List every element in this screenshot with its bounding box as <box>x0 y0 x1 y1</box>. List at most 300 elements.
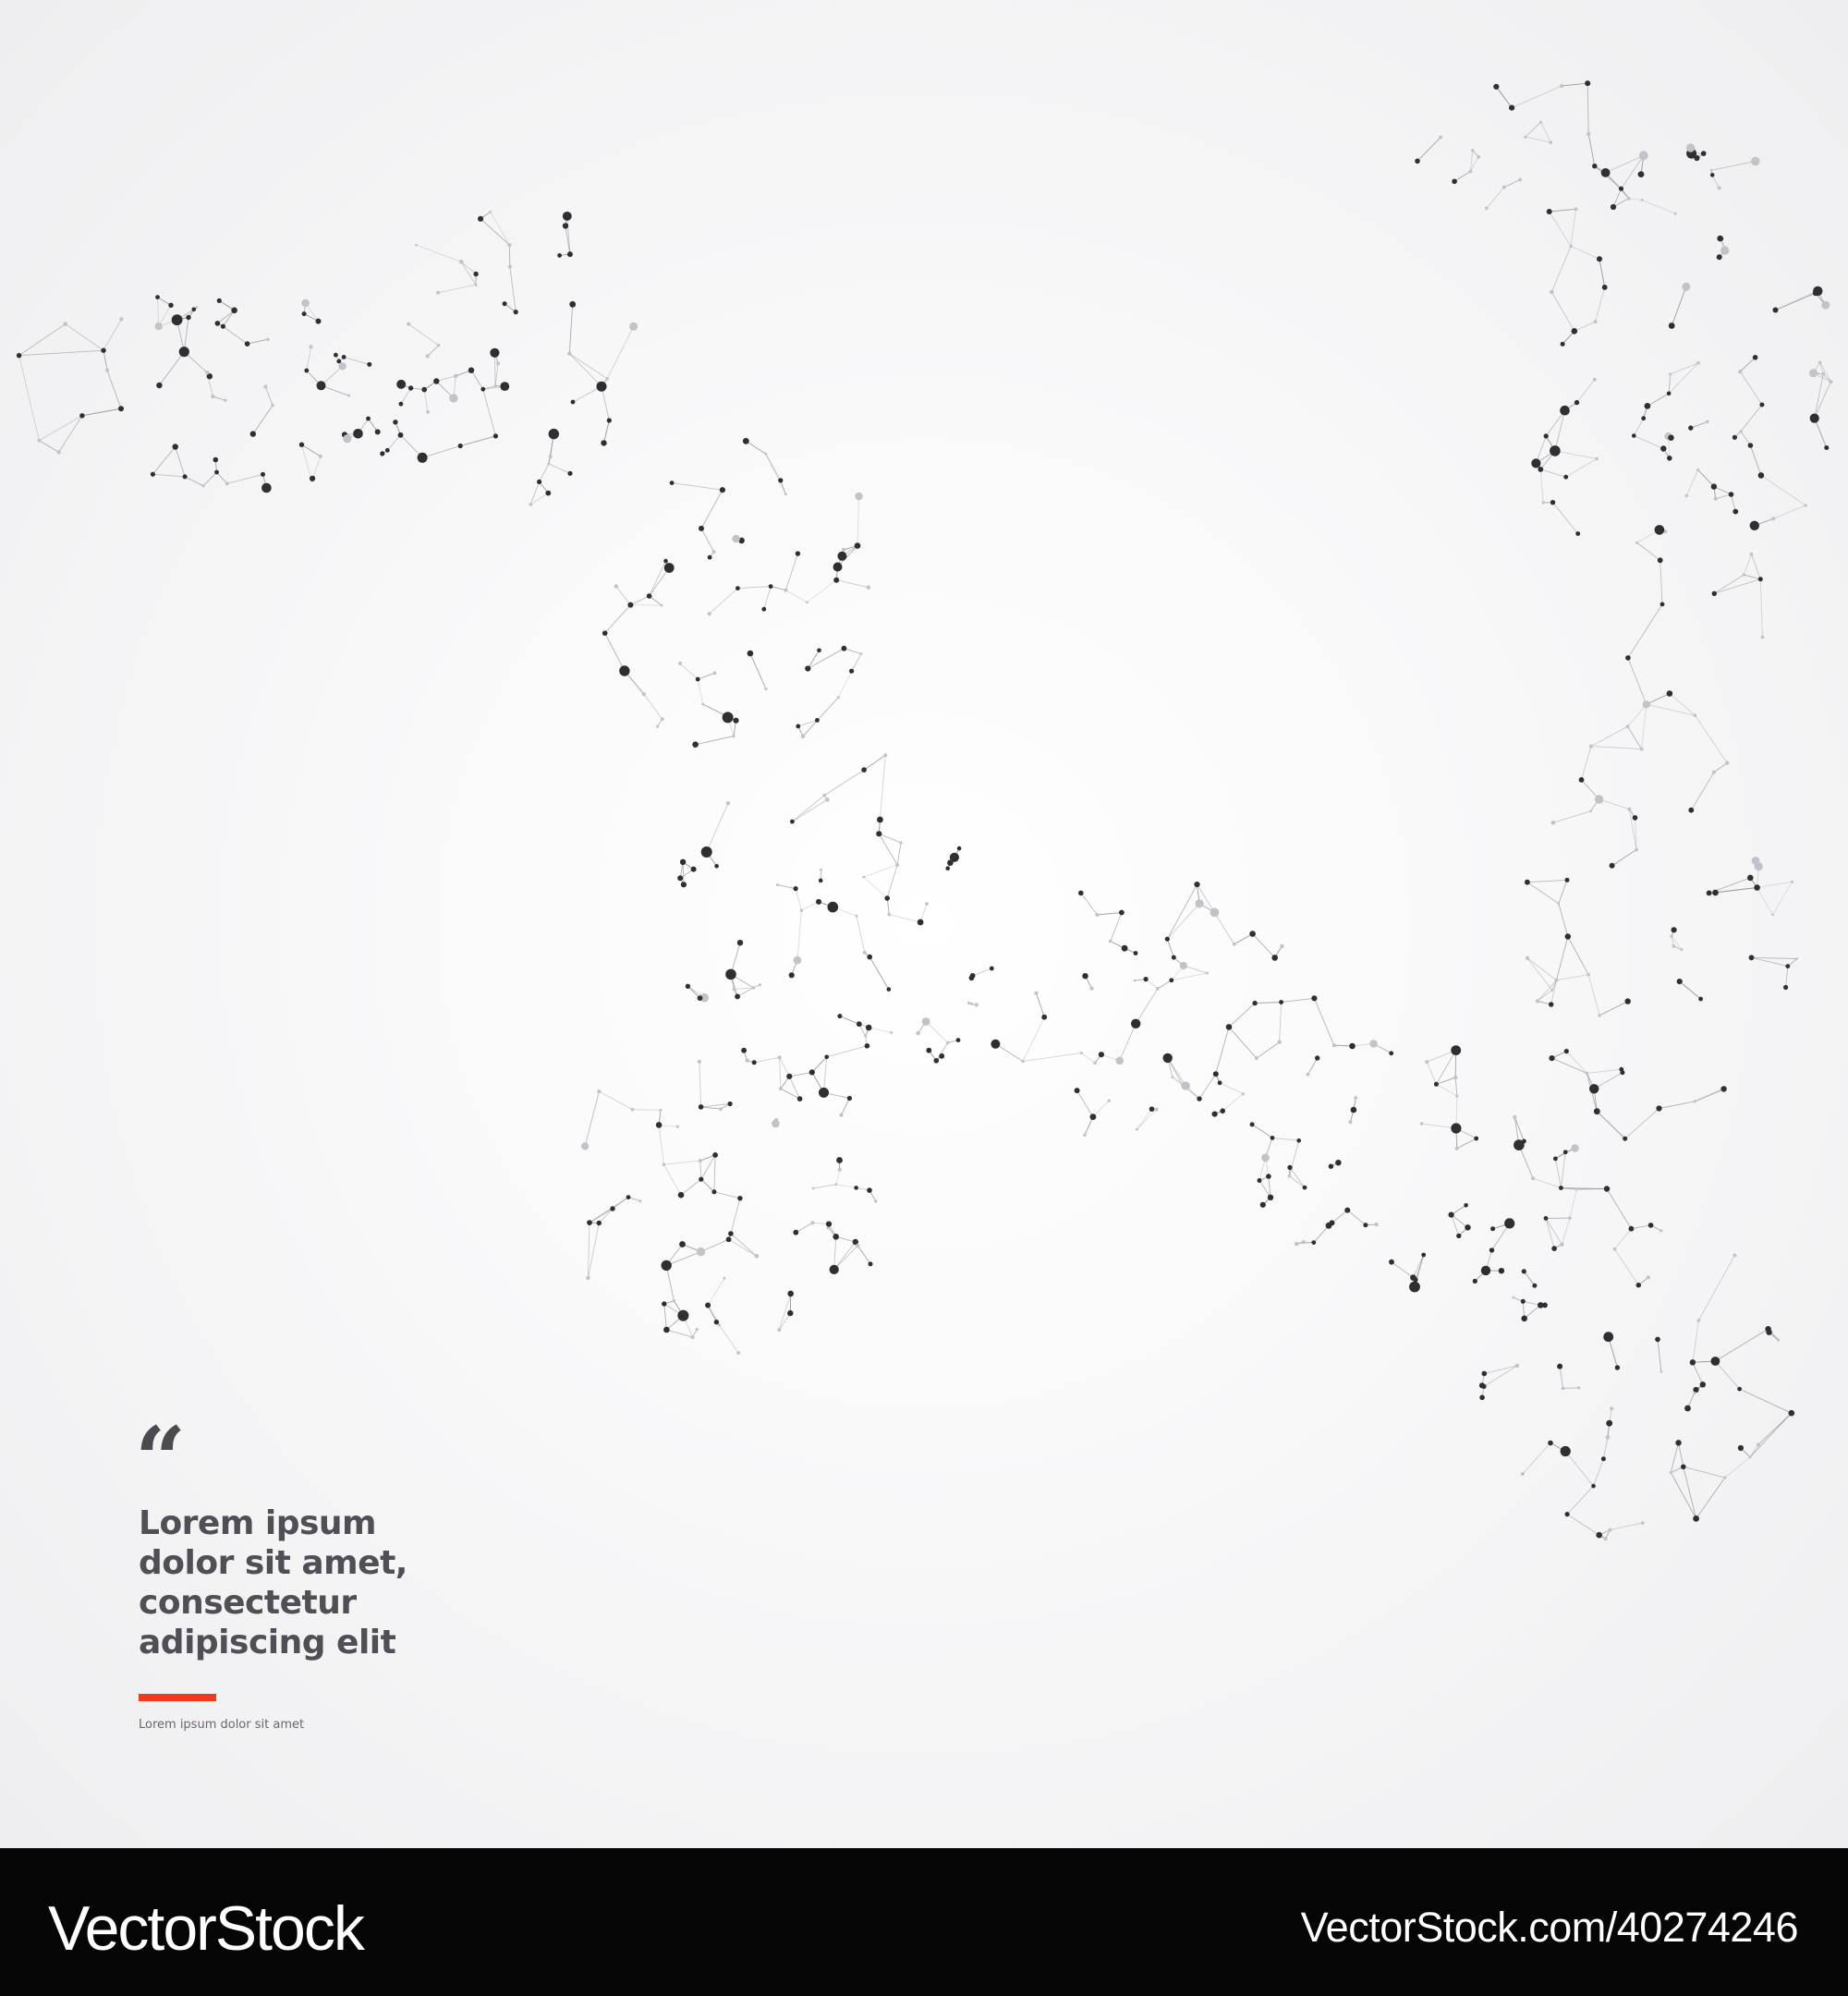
network-node <box>732 735 735 737</box>
network-line <box>897 843 901 865</box>
network-line <box>1555 1159 1561 1188</box>
network-line <box>1786 967 1788 988</box>
network-line <box>698 679 703 704</box>
network-node <box>856 1244 860 1248</box>
network-node <box>1789 1410 1795 1417</box>
network-node <box>647 593 652 599</box>
network-nodes <box>17 80 1833 1540</box>
network-node <box>529 503 532 506</box>
network-line <box>1634 436 1663 449</box>
network-node <box>508 265 512 269</box>
network-node <box>1597 256 1602 262</box>
network-line <box>1750 445 1761 475</box>
network-line <box>1416 1255 1424 1280</box>
network-line <box>666 1265 674 1300</box>
network-line <box>1561 1152 1565 1188</box>
network-node <box>1655 525 1665 535</box>
network-node <box>1525 880 1530 885</box>
network-node <box>733 718 738 724</box>
network-node <box>317 381 326 390</box>
network-node <box>433 378 439 383</box>
network-line <box>1504 180 1520 188</box>
network-lines <box>19 83 1831 1539</box>
network-node <box>214 470 219 475</box>
network-node <box>1131 1019 1140 1028</box>
network-node <box>1549 1002 1553 1006</box>
network-node <box>1720 246 1729 254</box>
network-line <box>227 474 263 483</box>
network-node <box>1656 1105 1661 1111</box>
network-node <box>748 651 754 657</box>
network-line <box>1637 542 1660 560</box>
network-node <box>1587 132 1590 136</box>
network-node <box>1750 553 1754 556</box>
network-node <box>627 602 633 608</box>
network-node <box>1623 1137 1627 1141</box>
network-node <box>855 493 862 500</box>
network-node <box>1712 591 1717 596</box>
network-node <box>319 455 322 458</box>
network-node <box>1455 1094 1458 1097</box>
network-line <box>1550 209 1576 212</box>
network-node <box>1489 1248 1494 1252</box>
network-node <box>629 323 638 331</box>
network-node <box>1557 1364 1562 1369</box>
network-line <box>824 770 864 796</box>
network-line <box>1587 83 1588 134</box>
network-node <box>1738 370 1742 373</box>
network-node <box>1565 933 1571 939</box>
network-line <box>248 339 268 344</box>
network-node <box>1409 1282 1420 1293</box>
network-line <box>1272 1138 1299 1140</box>
network-node <box>1233 943 1236 946</box>
network-node <box>1562 1387 1565 1391</box>
network-node <box>1667 690 1673 697</box>
network-node <box>1302 1240 1306 1244</box>
network-node <box>151 472 155 477</box>
network-node <box>399 402 404 407</box>
network-line <box>1613 189 1622 207</box>
network-node <box>1615 1365 1620 1369</box>
network-node <box>507 243 511 247</box>
network-node <box>833 578 839 583</box>
network-node <box>764 688 767 690</box>
network-line <box>808 649 844 669</box>
network-node <box>1824 445 1829 450</box>
network-node <box>678 1192 685 1199</box>
network-node <box>1693 1515 1699 1522</box>
network-line <box>607 326 633 378</box>
network-node <box>610 1206 614 1211</box>
network-line <box>1229 1004 1255 1028</box>
network-node <box>890 1031 893 1034</box>
network-line <box>842 1099 850 1115</box>
network-node <box>1645 403 1651 409</box>
network-node <box>1524 136 1526 139</box>
network-node <box>733 988 736 992</box>
network-line <box>344 357 370 364</box>
network-node <box>1279 1000 1283 1004</box>
network-node <box>380 451 384 456</box>
network-line <box>39 441 58 453</box>
network-node <box>1499 1268 1504 1273</box>
network-line <box>203 472 216 486</box>
network-node <box>168 303 173 308</box>
network-node <box>1311 995 1317 1001</box>
network-line <box>1538 991 1552 1002</box>
network-node <box>1706 420 1709 424</box>
network-line <box>1314 998 1333 1045</box>
network-node <box>705 1303 711 1308</box>
network-node <box>1647 1275 1650 1279</box>
network-node <box>353 429 363 439</box>
network-node <box>677 875 683 881</box>
network-node <box>1206 972 1209 975</box>
network-line <box>599 1091 632 1110</box>
network-node <box>1180 962 1187 969</box>
network-node <box>867 586 870 590</box>
network-line <box>1712 175 1719 188</box>
network-node <box>225 481 229 485</box>
network-line <box>1815 374 1824 419</box>
network-node <box>1538 467 1543 472</box>
network-line <box>1752 957 1788 966</box>
network-node <box>991 1040 1000 1049</box>
network-node <box>1690 1359 1696 1365</box>
network-node <box>1220 1108 1225 1114</box>
network-node <box>1172 955 1176 960</box>
network-node <box>1604 1186 1610 1191</box>
network-node <box>1667 456 1672 461</box>
network-node <box>1082 973 1088 979</box>
network-line <box>1714 763 1727 773</box>
network-node <box>1710 173 1715 177</box>
network-node <box>776 883 779 886</box>
network-node <box>514 310 518 314</box>
network-node <box>699 1177 703 1182</box>
network-node <box>549 455 553 458</box>
network-line <box>1628 726 1642 748</box>
network-line <box>1167 939 1173 957</box>
network-line <box>1457 1138 1477 1149</box>
network-node <box>1640 748 1644 751</box>
network-node <box>746 1059 749 1063</box>
network-node <box>1732 509 1738 515</box>
network-line <box>1761 475 1805 505</box>
network-node <box>1449 1212 1454 1218</box>
network-node <box>1717 236 1723 242</box>
network-node <box>1315 1055 1319 1060</box>
network-line <box>1454 172 1470 182</box>
network-node <box>967 1002 970 1004</box>
network-node <box>1210 908 1220 918</box>
network-node <box>884 895 890 901</box>
network-node <box>1771 914 1774 917</box>
network-line <box>1711 162 1756 171</box>
network-node <box>1606 1435 1611 1440</box>
network-node <box>836 1157 843 1163</box>
network-node <box>1351 1107 1357 1114</box>
network-node <box>1572 328 1578 335</box>
network-node <box>1757 1443 1760 1447</box>
network-node <box>801 735 806 739</box>
network-node <box>957 846 962 851</box>
network-node <box>263 385 267 389</box>
network-line <box>107 371 121 409</box>
network-node <box>473 272 478 276</box>
network-line <box>1527 882 1559 904</box>
network-line <box>1671 1473 1696 1519</box>
network-node <box>1627 808 1631 811</box>
network-node <box>1696 469 1699 471</box>
network-line <box>605 633 625 671</box>
network-node <box>1749 955 1755 960</box>
accent-bar <box>139 1694 216 1701</box>
network-node <box>1751 157 1760 166</box>
network-node <box>714 864 719 869</box>
network-node <box>571 400 576 405</box>
network-line <box>1557 937 1568 980</box>
network-line <box>698 673 714 679</box>
network-node <box>1732 1254 1736 1258</box>
network-node <box>809 1069 815 1075</box>
network-line <box>1158 980 1172 989</box>
network-node <box>723 712 734 723</box>
network-line <box>1599 799 1630 809</box>
network-node <box>489 211 492 213</box>
network-line <box>701 1179 714 1192</box>
network-node <box>1171 1076 1173 1078</box>
network-node <box>385 448 390 453</box>
network-line <box>1512 86 1562 108</box>
network-node <box>736 1351 740 1355</box>
network-node <box>1575 1188 1578 1191</box>
network-line <box>1591 747 1642 749</box>
network-line <box>780 1057 790 1077</box>
network-node <box>1754 884 1760 891</box>
network-node <box>946 1041 950 1045</box>
network-node <box>679 1241 686 1248</box>
network-node <box>659 1109 662 1112</box>
network-node <box>1485 207 1489 211</box>
network-node <box>537 480 541 484</box>
network-node <box>990 967 994 971</box>
network-node <box>1594 320 1598 323</box>
network-line <box>659 1125 663 1164</box>
network-line <box>1629 199 1642 201</box>
network-node <box>1701 151 1707 156</box>
network-line <box>838 671 851 698</box>
network-line <box>1773 882 1793 915</box>
network-line <box>460 436 495 446</box>
network-node <box>245 341 250 347</box>
network-node <box>735 994 740 1000</box>
network-node <box>173 444 178 449</box>
network-node <box>567 471 572 476</box>
network-node <box>1758 472 1765 479</box>
network-node <box>864 1035 867 1038</box>
network-line <box>491 212 510 245</box>
network-node <box>638 1199 641 1202</box>
network-node <box>759 983 761 986</box>
network-node <box>1761 636 1765 639</box>
network-line <box>1546 1218 1562 1244</box>
network-line <box>1081 1053 1095 1064</box>
network-node <box>856 915 858 918</box>
network-node <box>1669 372 1672 375</box>
network-node <box>602 630 608 636</box>
network-node <box>1481 1266 1490 1275</box>
network-node <box>779 1087 783 1090</box>
network-line <box>1680 981 1701 999</box>
network-node <box>661 717 664 721</box>
network-line <box>471 371 483 390</box>
network-node <box>810 1221 814 1224</box>
network-line <box>428 346 439 357</box>
network-line <box>616 587 631 605</box>
network-node <box>934 1058 940 1064</box>
network-line <box>1566 458 1597 477</box>
network-line <box>422 446 460 458</box>
network-line <box>1436 1084 1457 1096</box>
network-node <box>1571 1144 1578 1151</box>
network-line <box>569 354 602 387</box>
network-node <box>1099 1052 1104 1057</box>
network-node <box>1218 1080 1222 1085</box>
network-node <box>415 244 418 247</box>
network-node <box>1268 1195 1273 1200</box>
network-line <box>889 915 920 922</box>
network-line <box>785 554 797 590</box>
network-line <box>1455 1077 1457 1096</box>
network-node <box>828 902 839 913</box>
network-line <box>1740 1389 1792 1413</box>
network-line <box>605 605 631 634</box>
network-node <box>186 315 190 320</box>
network-line <box>1634 419 1643 436</box>
network-node <box>713 672 717 675</box>
network-line <box>152 447 175 475</box>
network-line <box>1562 83 1587 86</box>
network-line <box>781 1089 800 1099</box>
network-line <box>1684 1467 1696 1518</box>
network-line <box>1693 1362 1703 1384</box>
network-line <box>1308 1058 1318 1075</box>
network-line <box>973 968 992 976</box>
network-line <box>680 663 698 679</box>
network-line <box>159 352 184 385</box>
network-line <box>746 441 766 454</box>
network-node <box>1542 501 1545 504</box>
network-node <box>1512 1296 1514 1299</box>
network-node <box>547 462 550 465</box>
network-node <box>1456 1234 1461 1238</box>
network-node <box>1563 475 1568 480</box>
network-node <box>1759 403 1764 408</box>
network-node <box>752 1060 757 1065</box>
network-line <box>1546 1218 1554 1248</box>
network-node <box>1509 105 1514 111</box>
network-line <box>1290 1140 1299 1175</box>
network-node <box>794 886 798 891</box>
network-node <box>1752 857 1760 865</box>
network-node <box>1672 927 1677 932</box>
network-line <box>864 865 897 877</box>
network-node <box>790 820 795 824</box>
network-node <box>192 308 197 312</box>
network-node <box>696 677 700 682</box>
network-line <box>852 654 862 672</box>
network-line <box>1658 1339 1661 1371</box>
network-node <box>778 478 783 482</box>
network-node <box>696 1328 699 1331</box>
network-node <box>375 429 381 434</box>
network-line <box>1136 989 1158 1024</box>
network-node <box>250 431 256 436</box>
network-node <box>1564 1049 1569 1053</box>
network-node <box>1753 355 1758 360</box>
network-node <box>663 1163 665 1166</box>
network-node <box>1593 378 1597 382</box>
network-node <box>480 387 485 392</box>
network-line <box>1555 451 1597 459</box>
network-node <box>1655 1337 1660 1343</box>
network-node <box>1115 1057 1124 1065</box>
network-node <box>656 725 659 728</box>
network-line <box>495 363 498 385</box>
network-node <box>1610 863 1615 869</box>
network-node <box>787 1310 793 1316</box>
network-line <box>530 493 548 505</box>
network-line <box>1760 579 1762 638</box>
network-node <box>1750 521 1759 530</box>
network-node <box>1482 1371 1488 1377</box>
network-line <box>1715 1361 1739 1389</box>
network-node <box>737 1196 742 1200</box>
network-line <box>1137 1110 1156 1130</box>
network-line <box>1599 1002 1628 1016</box>
network-node <box>1547 209 1552 214</box>
network-line <box>1669 374 1671 394</box>
network-node <box>1732 435 1737 440</box>
network-node <box>1766 1330 1771 1335</box>
network-line <box>1023 1017 1044 1062</box>
network-node <box>1093 1062 1097 1065</box>
network-node <box>720 487 725 493</box>
network-line <box>1120 1024 1137 1061</box>
network-line <box>785 590 807 602</box>
network-line <box>1577 380 1595 403</box>
network-line <box>1332 1211 1348 1223</box>
network-node <box>1698 997 1703 1002</box>
network-line <box>408 324 438 346</box>
network-line <box>1614 1249 1638 1285</box>
network-node <box>605 377 609 381</box>
network-line <box>1696 1478 1725 1518</box>
network-node <box>421 387 427 393</box>
network-node <box>681 882 687 887</box>
network-line <box>1612 850 1637 866</box>
network-node <box>231 308 237 314</box>
network-line <box>807 580 836 602</box>
network-node <box>1660 445 1666 451</box>
network-node <box>840 1114 844 1117</box>
network-node <box>1696 361 1700 365</box>
network-node <box>1686 143 1695 152</box>
network-node <box>1591 1484 1596 1489</box>
network-node <box>156 383 162 388</box>
